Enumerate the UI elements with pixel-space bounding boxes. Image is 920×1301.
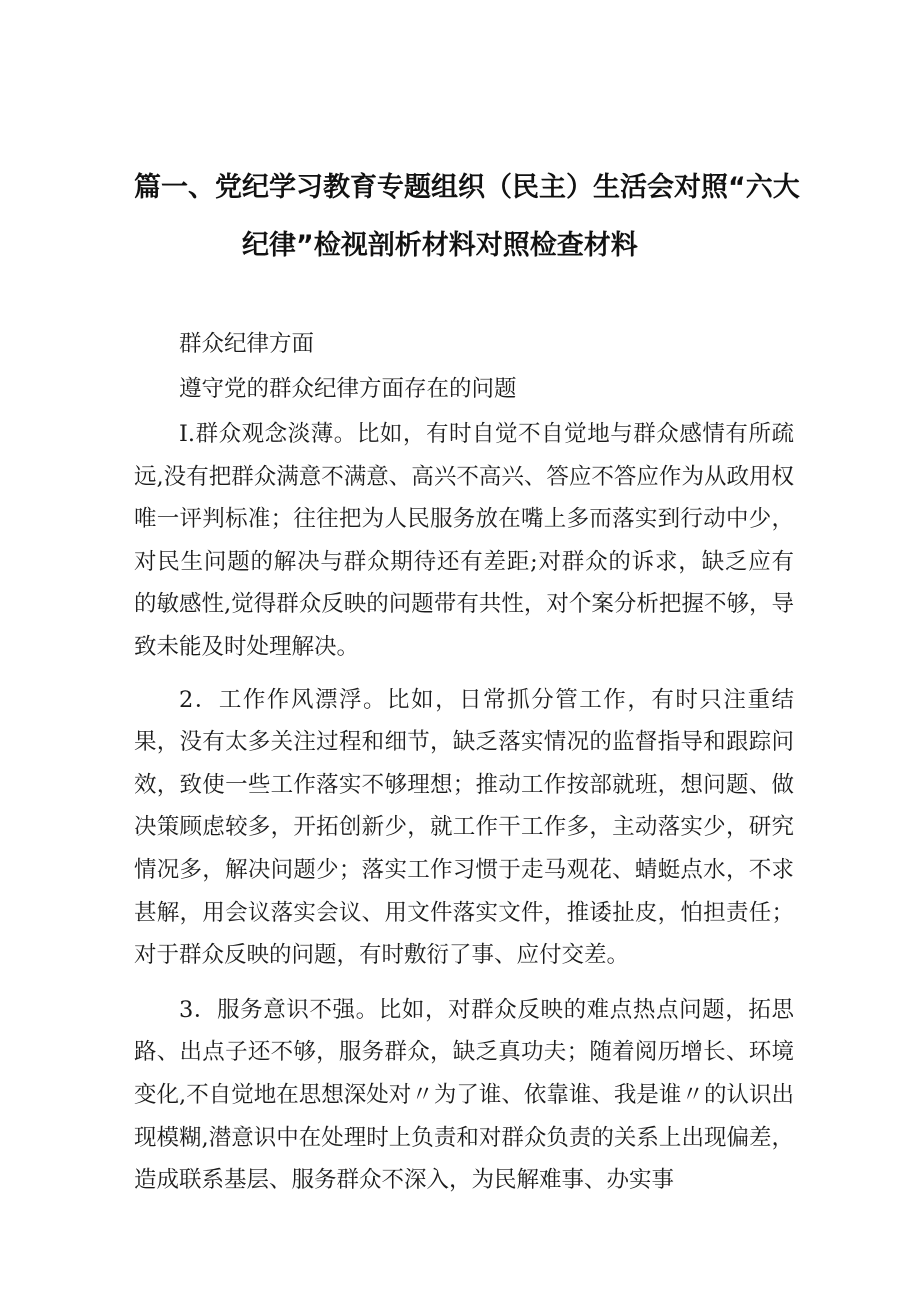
document-body bbox=[134, 322, 794, 1202]
sub-heading: 遵守党的群众纪律方面存在的问题 bbox=[179, 376, 517, 402]
document-title-line-1: 篇一、党纪学习教育专题组织（民主）生活会对照“六大 bbox=[134, 172, 800, 203]
section-heading: 群众纪律方面 bbox=[179, 331, 315, 357]
paragraph-3: 3．服务意识不强。比如，对群众反映的难点热点问题，拓思路、出点子还不够，服务群众，缺乏真功夫；随着阅历增长、环境变化,不自觉地在思想深处对〃为了谁、依靠谁、我是谁〃的认识出现模糊,潜意识中在处理时上负责和对群众负责的关系上出现偏差，造成联系基层、服务群众不深入，为民解难事、办实事 bbox=[134, 996, 794, 1194]
document-title-line-2: 纪律”检视剖析材料对照检查材料 bbox=[242, 230, 638, 261]
paragraph-1: I.群众观念淡薄。比如，有时自觉不自觉地与群众感情有所疏远,没有把群众满意不满意、高兴不高兴、答应不答应作为从政用权唯一评判标准；往往把为人民服务放在嘴上多而落实到行动中少，对民生问题的解决与群众期待还有差距;对群众的诉求，缺乏应有的敏感性,觉得群众反映的问题带有共性，对个案分析把握不够，导致未能及时处理解决。 bbox=[134, 421, 794, 660]
paragraph-2: 2．工作作风漂浮。比如，日常抓分管工作，有时只注重结果，没有太多关注过程和细节，缺乏落实情况的监督指导和跟踪问效，致使一些工作落实不够理想；推动工作按部就班，想问题、做决策顾虑较多，开拓创新少，就工作干工作多，主动落实少，研究情况多，解决问题少；落实工作习惯于走马观花、蜻蜓点水，不求甚解，用会议落实会议、用文件落实文件，推诿扯皮，怕担责任；对于群众反映的问题，有时敷衍了事、应付交差。 bbox=[134, 686, 794, 969]
